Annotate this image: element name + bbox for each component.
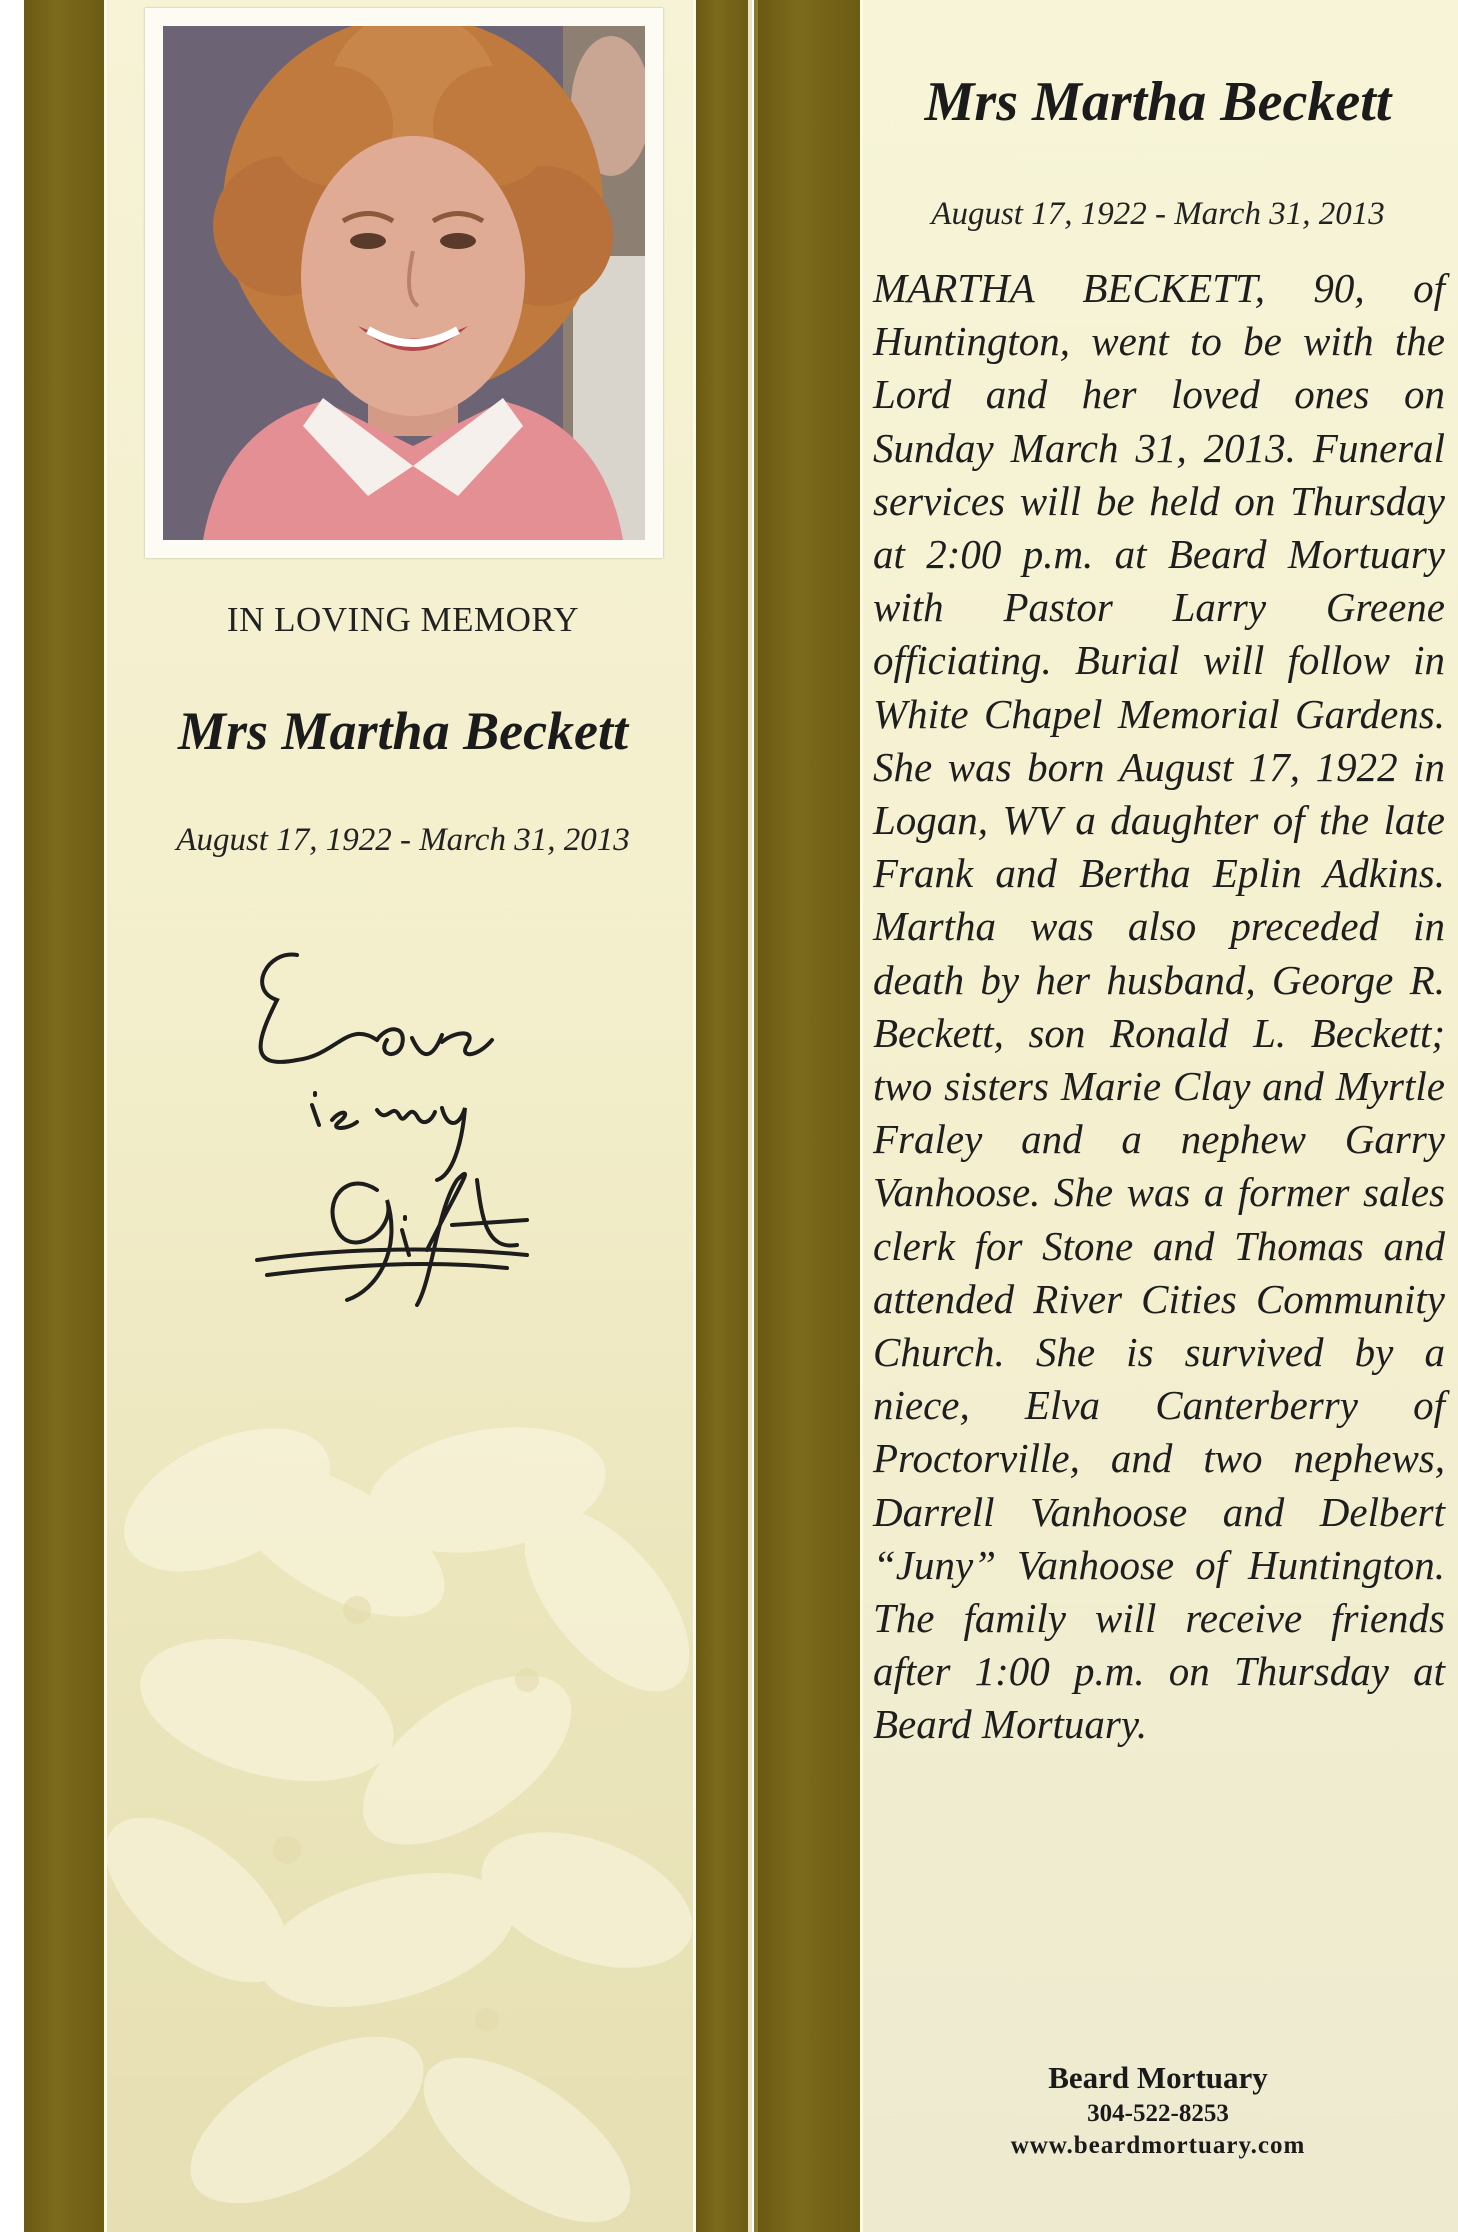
olive-stripe: [24, 0, 104, 2232]
floral-background: [107, 1380, 696, 2232]
mortuary-name: Beard Mortuary: [1048, 2060, 1268, 2095]
portrait-frame: [145, 8, 663, 558]
mortuary-phone: 304-522-8253: [1087, 2100, 1229, 2127]
divider-line: [748, 0, 752, 2232]
in-loving-memory-label: IN LOVING MEMORY: [226, 600, 580, 639]
front-bookmark: [104, 0, 696, 2232]
portrait-photo: [163, 26, 645, 540]
decedent-name: Mrs Martha Beckett: [177, 701, 629, 761]
back-bookmark: [860, 0, 1458, 2232]
life-dates: August 17, 1922 - March 31, 2013: [176, 822, 630, 858]
obituary-text: MARTHA BECKETT, 90, of Huntington, went to be with the Lord and her loved ones on Sunday March 31, 2013. Funeral services will be held on Thursday at 2:00 p.m. at Beard Mortuary with Pastor Larry Greene officiating. Burial will follow in White Chapel Memorial Gardens. She was born August 17, 1922 in Logan, WV a daughter of the late Frank and Bertha Eplin Adkins. Martha was also preceded in death by her husband, George R. Beckett, son Ronald L. Beckett; two sisters Marie Clay and Myrtle Fraley and a nephew Garry Vanhoose. She was a former sales clerk for Stone and Thomas and attended River Cities Community Church. She is survived by a niece, Elva Canterberry of Proctorville, and two nephews, Darrell Vanhoose and Delbert “Juny” Vanhoose of Huntington. The family will receive friends after 1:00 p.m. on Thursday at Beard Mortuary.: [873, 265, 1445, 1748]
life-dates-back: August 17, 1922 - March 31, 2013: [931, 196, 1385, 232]
olive-stripe: [696, 0, 748, 2232]
decedent-name-back: Mrs Martha Beckett: [924, 71, 1392, 133]
mortuary-contact: [863, 2060, 1453, 2160]
olive-stripe: [758, 0, 860, 2232]
portrait-illustration: [163, 26, 645, 540]
love-is-my-gift-script: [227, 930, 607, 1310]
mortuary-website: www.beardmortuary.com: [1010, 2132, 1306, 2159]
